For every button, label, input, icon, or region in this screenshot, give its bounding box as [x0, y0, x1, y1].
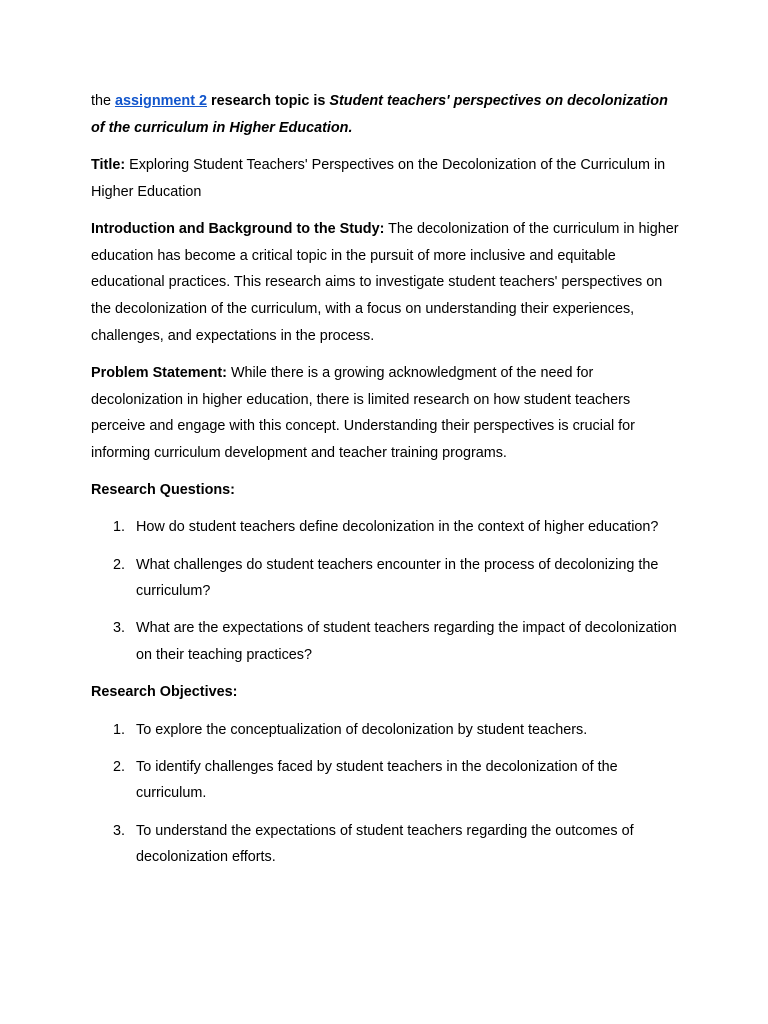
list-number: 1. — [113, 721, 126, 738]
list-item — [91, 514, 681, 541]
intro-middle: research topic is — [207, 93, 330, 109]
background-label: Introduction and Background to the Study: — [91, 220, 385, 237]
intro-prefix: the — [91, 93, 116, 109]
assignment-2-link[interactable]: assignment 2 — [115, 93, 207, 109]
list-number: 3. — [113, 620, 126, 637]
list-text: To understand the expectations of student teachers regarding the outcomes of decolonization efforts. — [136, 822, 634, 866]
list-text: To explore the conceptualization of decolonization by student teachers. — [136, 721, 588, 738]
list-item — [91, 717, 681, 744]
problem-paragraph — [91, 360, 681, 467]
list-item — [91, 754, 681, 807]
document-page — [91, 88, 681, 882]
title-paragraph — [91, 152, 681, 205]
list-text: What are the expectations of student teachers regarding the impact of decolonization on their teaching practices? — [136, 620, 677, 664]
list-item — [91, 552, 681, 605]
title-text: Exploring Student Teachers' Perspectives on the Decolonization of the Curriculum in Higher Education — [91, 156, 666, 200]
list-item — [91, 615, 681, 668]
list-number: 2. — [113, 556, 126, 573]
list-text: To identify challenges faced by student teachers in the decolonization of the curriculum. — [136, 758, 618, 802]
objectives-heading: Research Objectives: — [91, 684, 238, 701]
intro-paragraph — [91, 88, 681, 141]
problem-label: Problem Statement: — [91, 364, 227, 381]
title-label: Title: — [91, 156, 126, 173]
research-topic: Student teachers' perspectives on decolonization of the curriculum in Higher Education. — [91, 93, 668, 136]
list-number: 3. — [113, 822, 126, 839]
background-paragraph — [91, 216, 681, 350]
list-number: 1. — [113, 519, 126, 536]
objectives-list — [91, 717, 681, 872]
list-text: What challenges do student teachers encounter in the process of decolonizing the curriculum? — [136, 556, 659, 600]
problem-text: While there is a growing acknowledgment of the need for decolonization in higher education, there is limited research on how student teachers perceive and engage with this concept. Understanding their perspectives is crucial for informing curriculum development and teacher training programs. — [91, 364, 635, 461]
background-text: The decolonization of the curriculum in higher education has become a critical topic in the pursuit of more inclusive and equitable educational practices. This research aims to investigate student teachers' perspectives on the decolonization of the curriculum, with a focus on understanding their experiences, challenges, and expectations in the process. — [91, 220, 679, 344]
questions-heading: Research Questions: — [91, 482, 235, 499]
list-item — [91, 818, 681, 871]
questions-list — [91, 514, 681, 669]
list-number: 2. — [113, 758, 126, 775]
list-text: How do student teachers define decolonization in the context of higher education? — [136, 519, 659, 536]
